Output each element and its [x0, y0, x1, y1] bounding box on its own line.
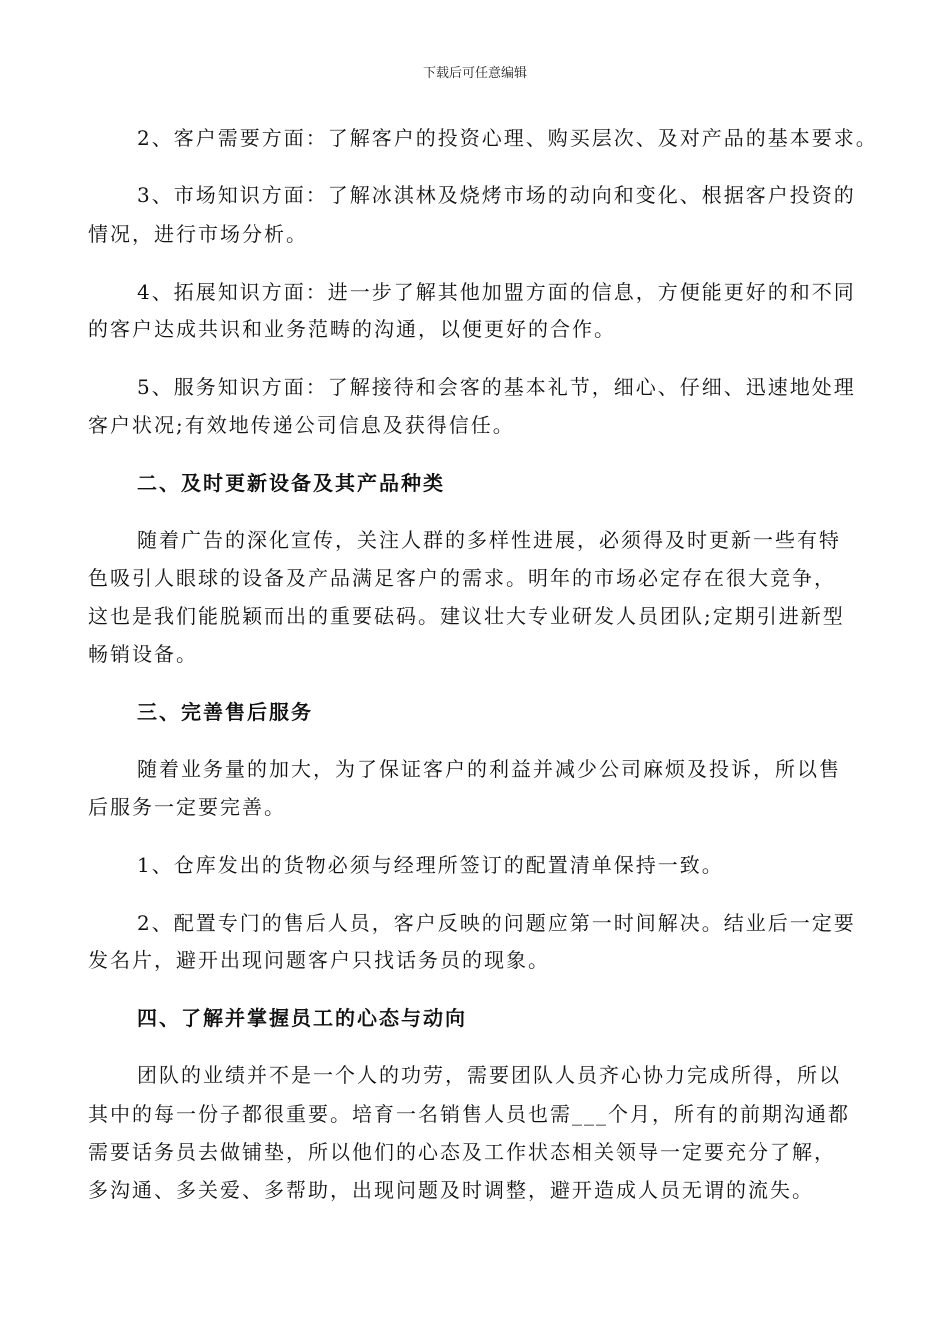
section-heading-four: 四、了解并掌握员工的心态与动向	[137, 1006, 467, 1030]
paragraph-after-sales-line-2: 后服务一定要完善。	[88, 795, 286, 819]
paragraph-customer-needs: 2、客户需要方面：了解客户的投资心理、购买层次、及对产品的基本要求。	[137, 126, 878, 150]
paragraph-update-equipment-line-2: 色吸引人眼球的设备及产品满足客户的需求。明年的市场必定存在很大竞争，	[88, 566, 836, 590]
paragraph-after-sales-line-1: 随着业务量的加大，为了保证客户的利益并减少公司麻烦及投诉，所以售	[137, 757, 841, 781]
paragraph-update-equipment-line-1: 随着广告的深化宣传，关注人群的多样性进展，必须得及时更新一些有特	[137, 528, 841, 552]
paragraph-service-knowledge-line-1: 5、服务知识方面：了解接待和会客的基本礼节，细心、仔细、迅速地处理	[137, 375, 856, 399]
paragraph-market-knowledge-line-2: 情况，进行市场分析。	[88, 222, 308, 246]
paragraph-after-sales-staff-line-1: 2、配置专门的售后人员，客户反映的问题应第一时间解决。结业后一定要	[137, 911, 856, 935]
paragraph-warehouse-consistency: 1、仓库发出的货物必须与经理所签订的配置清单保持一致。	[137, 853, 724, 877]
paragraph-team-mindset-line-1: 团队的业绩并不是一个人的功劳，需要团队人员齐心协力完成所得，所以	[137, 1063, 841, 1087]
paragraph-extended-knowledge-line-1: 4、拓展知识方面：进一步了解其他加盟方面的信息，方便能更好的和不同	[137, 280, 856, 304]
paragraph-team-mindset-line-4: 多沟通、多关爱、多帮助，出现问题及时调整，避开造成人员无谓的流失。	[88, 1178, 814, 1202]
section-heading-two: 二、及时更新设备及其产品种类	[137, 471, 445, 495]
section-heading-three: 三、完善售后服务	[137, 700, 313, 724]
paragraph-update-equipment-line-3: 这也是我们能脱颖而出的重要砝码。建议壮大专业研发人员团队;定期引进新型	[88, 604, 845, 628]
paragraph-market-knowledge-line-1: 3、市场知识方面：了解冰淇林及烧烤市场的动向和变化、根据客户投资的	[137, 183, 856, 207]
paragraph-team-mindset-line-2: 其中的每一份子都很重要。培育一名销售人员也需___个月，所有的前期沟通都	[88, 1102, 850, 1126]
paragraph-after-sales-staff-line-2: 发名片，避开出现问题客户只找话务员的现象。	[88, 948, 550, 972]
paragraph-service-knowledge-line-2: 客户状况;有效地传递公司信息及获得信任。	[88, 413, 515, 437]
paragraph-extended-knowledge-line-2: 的客户达成共识和业务范畴的沟通，以便更好的合作。	[88, 317, 616, 341]
page-header-note: 下载后可任意编辑	[422, 66, 527, 81]
paragraph-team-mindset-line-3: 需要话务员去做铺垫，所以他们的心态及工作状态相关领导一定要充分了解，	[88, 1140, 836, 1164]
paragraph-update-equipment-line-4: 畅销设备。	[88, 642, 198, 666]
